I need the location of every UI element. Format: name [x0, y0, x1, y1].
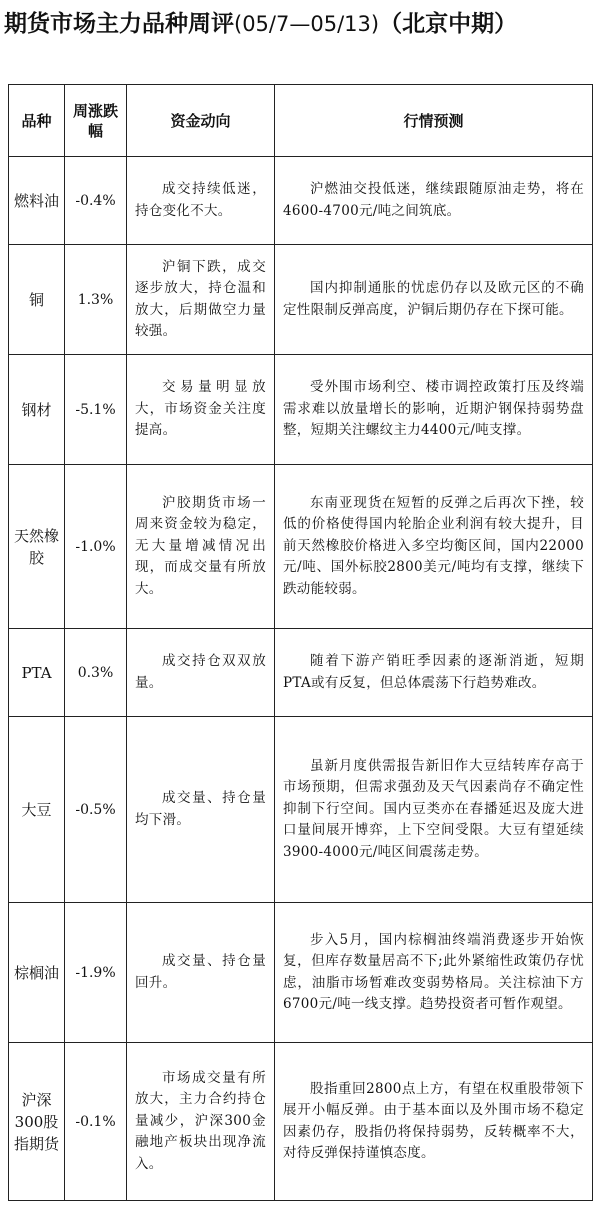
table-row	[9, 629, 593, 717]
header-change: 周涨跌幅	[65, 85, 127, 157]
row-name: 铜	[9, 245, 65, 355]
headline-title: 期货市场主力品种周评	[4, 11, 234, 37]
row-change: -5.1%	[65, 355, 127, 465]
row-forecast: 随着下游产销旺季因素的逐渐消逝，短期PTA或有反复，但总体震荡下行趋势难改。	[275, 629, 593, 717]
row-name: 棕榈油	[9, 903, 65, 1043]
table-header-row	[9, 85, 593, 157]
row-name: 大豆	[9, 717, 65, 903]
row-fund: 成交持仓双双放量。	[127, 629, 275, 717]
row-change: -1.9%	[65, 903, 127, 1043]
row-change: -0.5%	[65, 717, 127, 903]
row-forecast: 股指重回2800点上方，有望在权重股带领下展开小幅反弹。由于基本面以及外围市场不稳定因素仍存，股指仍将保持弱势，反转概率不大，对待反弹保持谨慎态度。	[275, 1043, 593, 1201]
table-row	[9, 355, 593, 465]
headline-source: （北京中期）	[379, 11, 518, 37]
header-name: 品种	[9, 85, 65, 157]
header-fund: 资金动向	[127, 85, 275, 157]
row-name: 沪深300股指期货	[9, 1043, 65, 1201]
table-row	[9, 717, 593, 903]
row-change: 1.3%	[65, 245, 127, 355]
table-row	[9, 903, 593, 1043]
row-name: 天然橡胶	[9, 465, 65, 629]
row-fund: 市场成交量有所放大，主力合约持仓量减少，沪深300金融地产板块出现净流入。	[127, 1043, 275, 1201]
row-name: 钢材	[9, 355, 65, 465]
table-row	[9, 1043, 593, 1201]
row-fund: 沪胶期货市场一周来资金较为稳定，无大量增减情况出现，而成交量有所放大。	[127, 465, 275, 629]
headline-date-range: (05/7—05/13)	[234, 12, 380, 36]
row-forecast: 受外围市场利空、楼市调控政策打压及终端需求难以放量增长的影响，近期沪钢保持弱势盘整，短期关注螺纹主力4400元/吨支撑。	[275, 355, 593, 465]
row-change: -0.4%	[65, 157, 127, 245]
row-name: 燃料油	[9, 157, 65, 245]
row-fund: 沪铜下跌，成交逐步放大，持仓温和放大，后期做空力量较强。	[127, 245, 275, 355]
row-forecast: 沪燃油交投低迷，继续跟随原油走势，将在4600-4700元/吨之间筑底。	[275, 157, 593, 245]
row-change: 0.3%	[65, 629, 127, 717]
row-forecast: 步入5月，国内棕榈油终端消费逐步开始恢复，但库存数量居高不下;此外紧缩性政策仍存忧虑，油脂市场暂难改变弱势格局。关注棕油下方6700元/吨一线支撑。趋势投资者可暂作观望。	[275, 903, 593, 1043]
row-change: -1.0%	[65, 465, 127, 629]
row-fund: 交易量明显放大，市场资金关注度提高。	[127, 355, 275, 465]
page-headline	[4, 6, 598, 42]
table-row	[9, 465, 593, 629]
row-fund: 成交持续低迷，持仓变化不大。	[127, 157, 275, 245]
row-forecast: 东南亚现货在短暂的反弹之后再次下挫，较低的价格使得国内轮胎企业利润有较大提升，目前天然橡胶价格进入多空均衡区间，国内22000元/吨、国外标胶2800美元/吨均有支撑，继续下跌动能较弱。	[275, 465, 593, 629]
row-change: -0.1%	[65, 1043, 127, 1201]
row-fund: 成交量、持仓量回升。	[127, 903, 275, 1043]
header-forecast: 行情预测	[275, 85, 593, 157]
row-name: PTA	[9, 629, 65, 717]
futures-review-table	[8, 84, 593, 1201]
row-fund: 成交量、持仓量均下滑。	[127, 717, 275, 903]
table-row	[9, 245, 593, 355]
row-forecast: 国内抑制通胀的忧虑仍存以及欧元区的不确定性限制反弹高度，沪铜后期仍存在下探可能。	[275, 245, 593, 355]
row-forecast: 虽新月度供需报告新旧作大豆结转库存高于市场预期，但需求强劲及天气因素尚存不确定性抑制下行空间。国内豆类亦在春播延迟及庞大进口量间展开博弈，上下空间受限。大豆有望延续3900-4000元/吨区间震荡走势。	[275, 717, 593, 903]
table-row	[9, 157, 593, 245]
